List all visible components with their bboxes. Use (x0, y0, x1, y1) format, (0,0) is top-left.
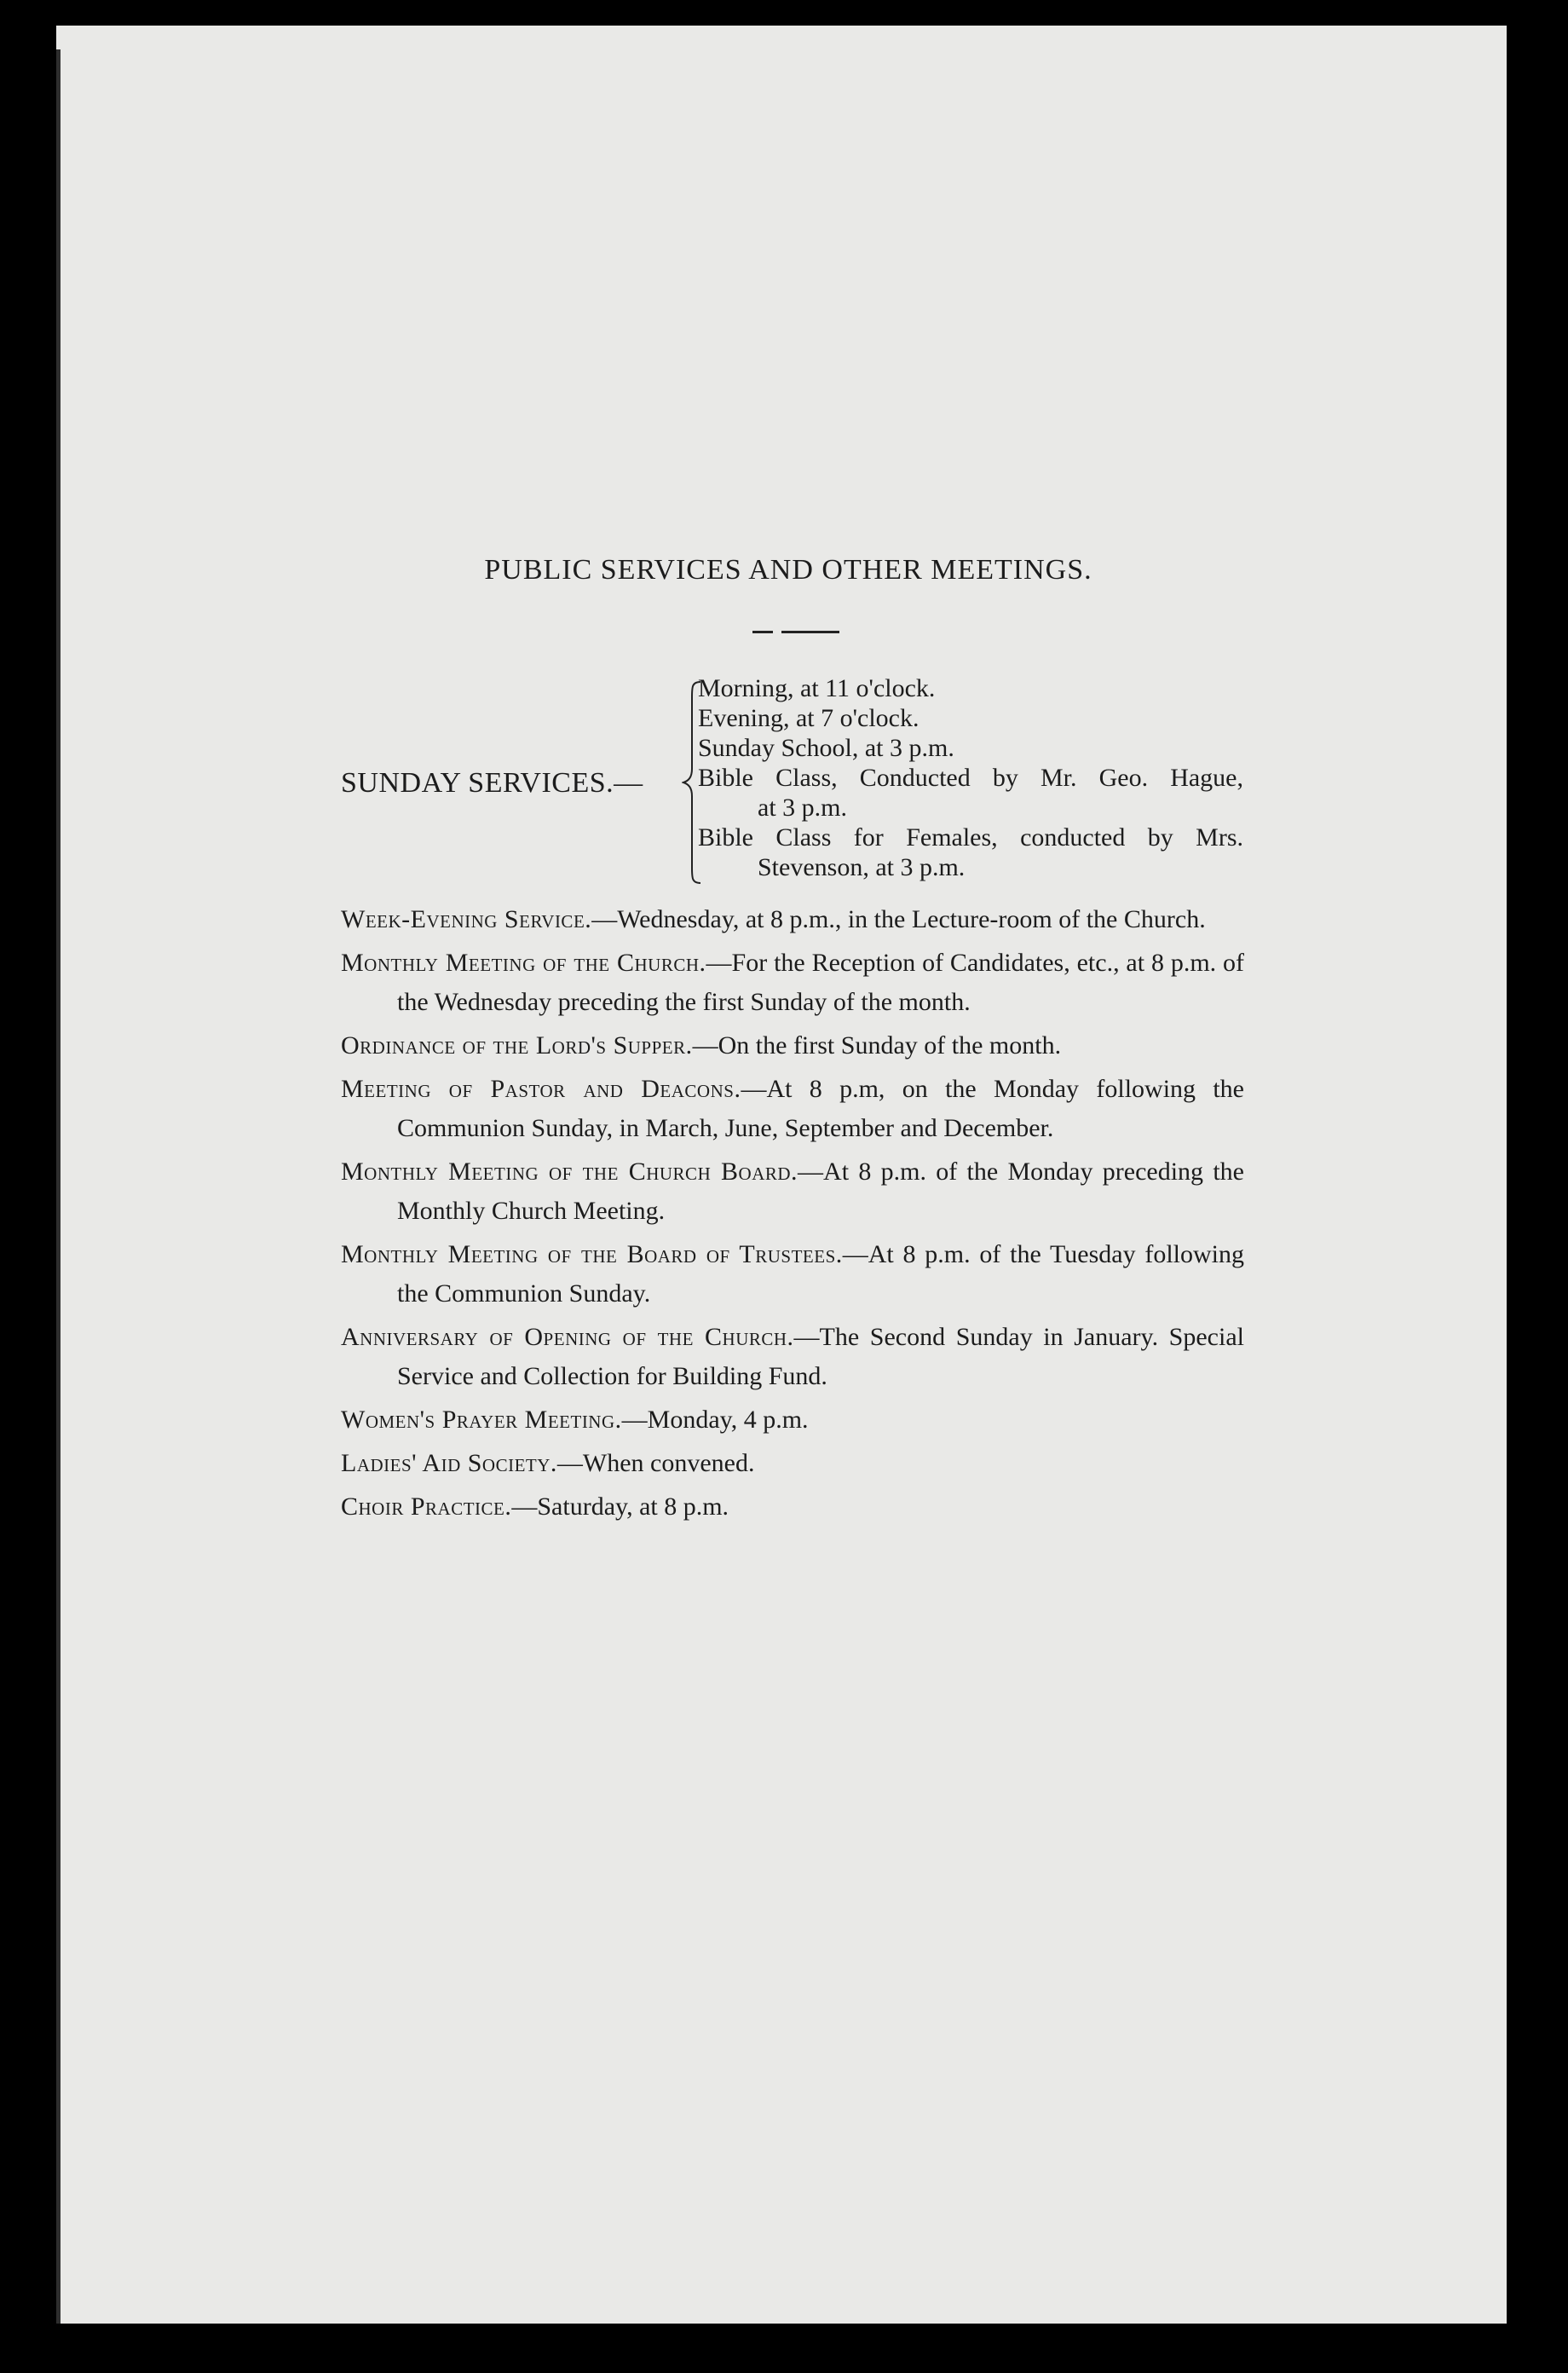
sunday-services-label: SUNDAY SERVICES.— (341, 767, 643, 799)
meeting-entry-heading: Choir Practice. (341, 1493, 512, 1521)
meeting-entry-heading: Ordinance of the Lord's Supper. (341, 1031, 693, 1059)
meeting-entry (341, 1400, 1244, 1440)
meeting-entry-heading: Meeting of Pastor and Deacons. (341, 1075, 741, 1103)
sunday-service-item: Bible Class for Females, conducted by Mrs. (698, 823, 1243, 852)
title-divider-short (752, 631, 773, 633)
sunday-service-item: Stevenson, at 3 p.m. (758, 853, 966, 881)
meeting-entry-text: —When convened. (556, 1449, 755, 1477)
meeting-entry-text: —Wednesday, at 8 p.m., in the Lecture-room of the Church. (591, 905, 1206, 933)
meeting-entry-heading: Ladies' Aid Society. (341, 1449, 557, 1477)
meeting-entry (341, 1318, 1244, 1396)
meeting-entry-text: —For the Reception of Candidates, etc., at 8 p.m. of the Wednesday preceding the first Sunday of the month. (397, 949, 1245, 1016)
meeting-entry-text: —The Second Sunday in January. Special Service and Collection for Building Fund. (397, 1323, 1244, 1390)
meeting-entry-text: —At 8 p.m. of the Monday preceding the Monthly Church Meeting. (397, 1158, 1244, 1225)
meeting-entry (341, 900, 1244, 939)
meeting-entry (341, 1070, 1244, 1148)
meeting-entry-heading: Week-Evening Service. (341, 905, 592, 933)
binding-gutter-line (56, 49, 61, 2324)
title-divider-long (781, 631, 839, 633)
sunday-service-item: Morning, at 11 o'clock. (698, 674, 936, 702)
sunday-service-item: at 3 p.m. (758, 794, 847, 822)
meeting-entry-text: —On the first Sunday of the month. (692, 1031, 1062, 1059)
meeting-entry-text: —At 8 p.m, on the Monday following the Communion Sunday, in March, June, September and December. (397, 1075, 1244, 1142)
meeting-entry (341, 1152, 1244, 1231)
meeting-entry (341, 1444, 1244, 1483)
meeting-entry-text: —At 8 p.m. of the Tuesday following the Communion Sunday. (397, 1240, 1244, 1308)
sunday-service-item: Bible Class, Conducted by Mr. Geo. Hague, (698, 764, 1243, 792)
sunday-service-item: Sunday School, at 3 p.m. (698, 734, 954, 762)
sunday-service-item: Evening, at 7 o'clock. (698, 704, 919, 732)
meeting-entry-text: —Saturday, at 8 p.m. (511, 1493, 729, 1521)
meeting-entry-text: —Monday, 4 p.m. (621, 1406, 809, 1434)
meeting-entry (341, 1235, 1244, 1314)
meeting-entry-heading: Anniversary of Opening of the Church. (341, 1323, 794, 1351)
meeting-entry-heading: Monthly Meeting of the Church Board. (341, 1158, 798, 1186)
page-title: PUBLIC SERVICES AND OTHER MEETINGS. (484, 554, 1092, 586)
meeting-entry (341, 1487, 1244, 1527)
meeting-entry-heading: Monthly Meeting of the Board of Trustees. (341, 1240, 843, 1268)
sunday-services-list (698, 673, 1243, 882)
meeting-entry-heading: Monthly Meeting of the Church. (341, 949, 706, 977)
meeting-entries (341, 900, 1244, 1531)
meeting-entry (341, 1026, 1244, 1065)
meeting-entry-heading: Women's Prayer Meeting. (341, 1406, 622, 1434)
meeting-entry (341, 944, 1244, 1022)
